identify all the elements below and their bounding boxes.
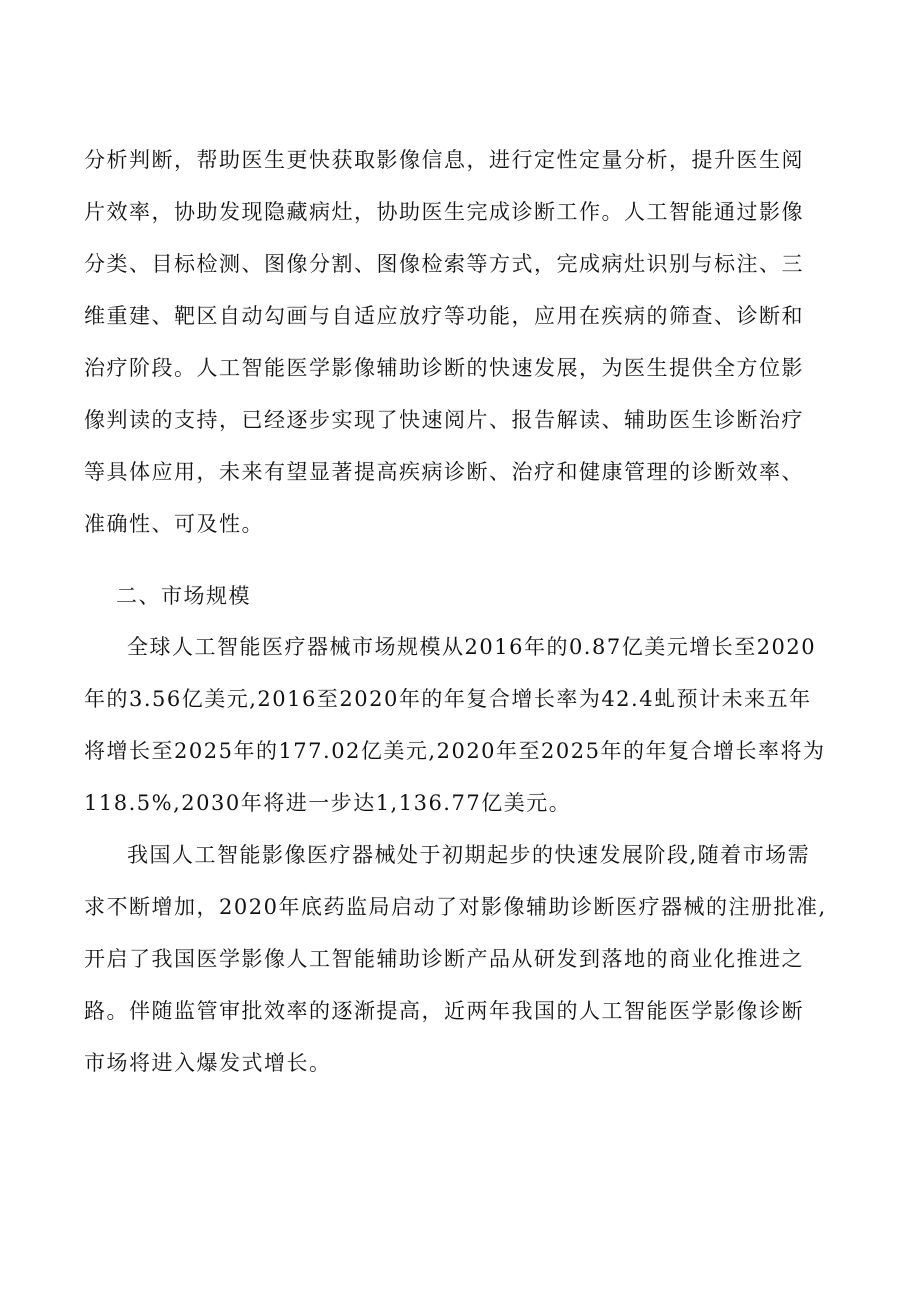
paragraph-line: 准确性、可及性。 <box>84 512 264 536</box>
paragraph-line: 分类、目标检测、图像分割、图像检索等方式，完成病灶识别与标注、三 <box>84 252 804 276</box>
paragraph-line: 年的3.56亿美元,2016至2020年的年复合增长率为42.4虬预计未来五年 <box>84 687 812 711</box>
section-heading: 二、市场规模 <box>116 584 251 608</box>
paragraph-line: 全球人工智能医疗器械市场规模从2016年的0.87亿美元增长至2020 <box>127 635 817 659</box>
paragraph-line: 将增长至2025年的177.02亿美元,2020年至2025年的年复合增长率将为 <box>84 739 826 763</box>
paragraph-line: 开启了我国医学影像人工智能辅助诊断产品从研发到落地的商业化推进之 <box>84 947 804 971</box>
paragraph-line: 分析判断，帮助医生更快获取影像信息，进行定性定量分析，提升医生阅 <box>84 148 804 172</box>
paragraph-line: 市场将进入爆发式增长。 <box>84 1051 332 1075</box>
paragraph-line: 维重建、靶区自动勾画与自适应放疗等功能，应用在疾病的筛查、诊断和 <box>84 304 804 328</box>
paragraph-line: 等具体应用，未来有望显著提高疾病诊断、治疗和健康管理的诊断效率、 <box>84 460 804 484</box>
paragraph-line: 求不断增加，2020年底药监局启动了对影像辅助诊断医疗器械的注册批准, <box>84 895 827 919</box>
paragraph-line: 像判读的支持，已经逐步实现了快速阅片、报告解读、辅助医生诊断治疗 <box>84 408 804 432</box>
paragraph-line: 我国人工智能影像医疗器械处于初期起步的快速发展阶段,随着市场需 <box>127 843 811 867</box>
paragraph-line: 治疗阶段。人工智能医学影像辅助诊断的快速发展，为医生提供全方位影 <box>84 356 804 380</box>
paragraph-line: 路。伴随监管审批效率的逐渐提高，近两年我国的人工智能医学影像诊断 <box>84 999 804 1023</box>
paragraph-line: 118.5%,2030年将进一步达1,136.77亿美元。 <box>84 791 572 815</box>
paragraph-line: 片效率，协助发现隐藏病灶，协助医生完成诊断工作。人工智能通过影像 <box>84 200 804 224</box>
